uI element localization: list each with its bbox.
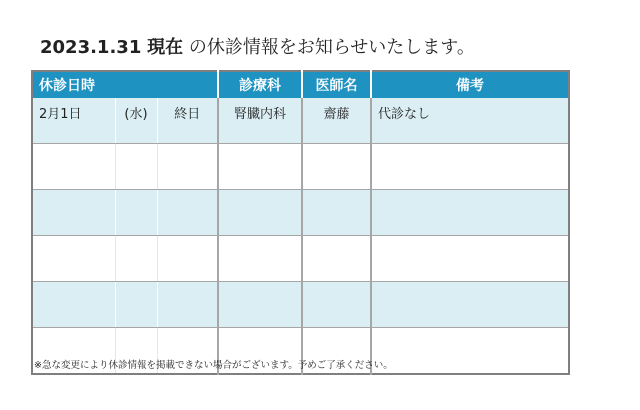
header-doctor: 医師名 [302, 71, 371, 98]
cell-dept [218, 144, 302, 190]
cell-dept [218, 236, 302, 282]
table-row [32, 190, 569, 236]
title-date: 2023.1.31 [40, 37, 142, 58]
cell-time: 終日 [157, 98, 218, 144]
cell-time [157, 282, 218, 328]
cell-note [371, 190, 569, 236]
cell-dow [115, 282, 157, 328]
table-row [32, 98, 569, 144]
header-date: 休診日時 [32, 71, 218, 98]
cell-note [371, 236, 569, 282]
cell-dept [218, 282, 302, 328]
cell-date: 2月1日 [32, 98, 115, 144]
cell-doctor [302, 282, 371, 328]
cell-dept: 腎臓内科 [218, 98, 302, 144]
cell-date [32, 282, 115, 328]
cell-doctor [302, 236, 371, 282]
footnote: ※急な変更により休診情報を掲載できない場合がございます。予めご了承ください。 [34, 360, 393, 371]
cell-dow: (水) [115, 98, 157, 144]
table-row [32, 144, 569, 190]
table-row [32, 282, 569, 328]
header-note: 備考 [371, 71, 569, 98]
cell-note [371, 144, 569, 190]
cell-note [371, 328, 569, 375]
cell-doctor [302, 190, 371, 236]
cell-note: 代診なし [371, 98, 569, 144]
cell-date [32, 236, 115, 282]
cell-date [32, 144, 115, 190]
title-text: の休診情報をお知らせいたします。 [188, 37, 475, 58]
page-title [40, 36, 475, 60]
header-dept: 診療科 [218, 71, 302, 98]
cell-dow [115, 236, 157, 282]
title-genzai: 現在 [147, 37, 184, 58]
cell-time [157, 144, 218, 190]
cell-dept [218, 190, 302, 236]
cell-doctor [302, 144, 371, 190]
cell-note [371, 282, 569, 328]
cell-time [157, 190, 218, 236]
table-header-row [32, 71, 569, 98]
cell-dow [115, 144, 157, 190]
cell-doctor: 齋藤 [302, 98, 371, 144]
cell-time [157, 236, 218, 282]
cell-dow [115, 190, 157, 236]
cell-date [32, 190, 115, 236]
closure-table [31, 70, 570, 375]
table-row [32, 236, 569, 282]
